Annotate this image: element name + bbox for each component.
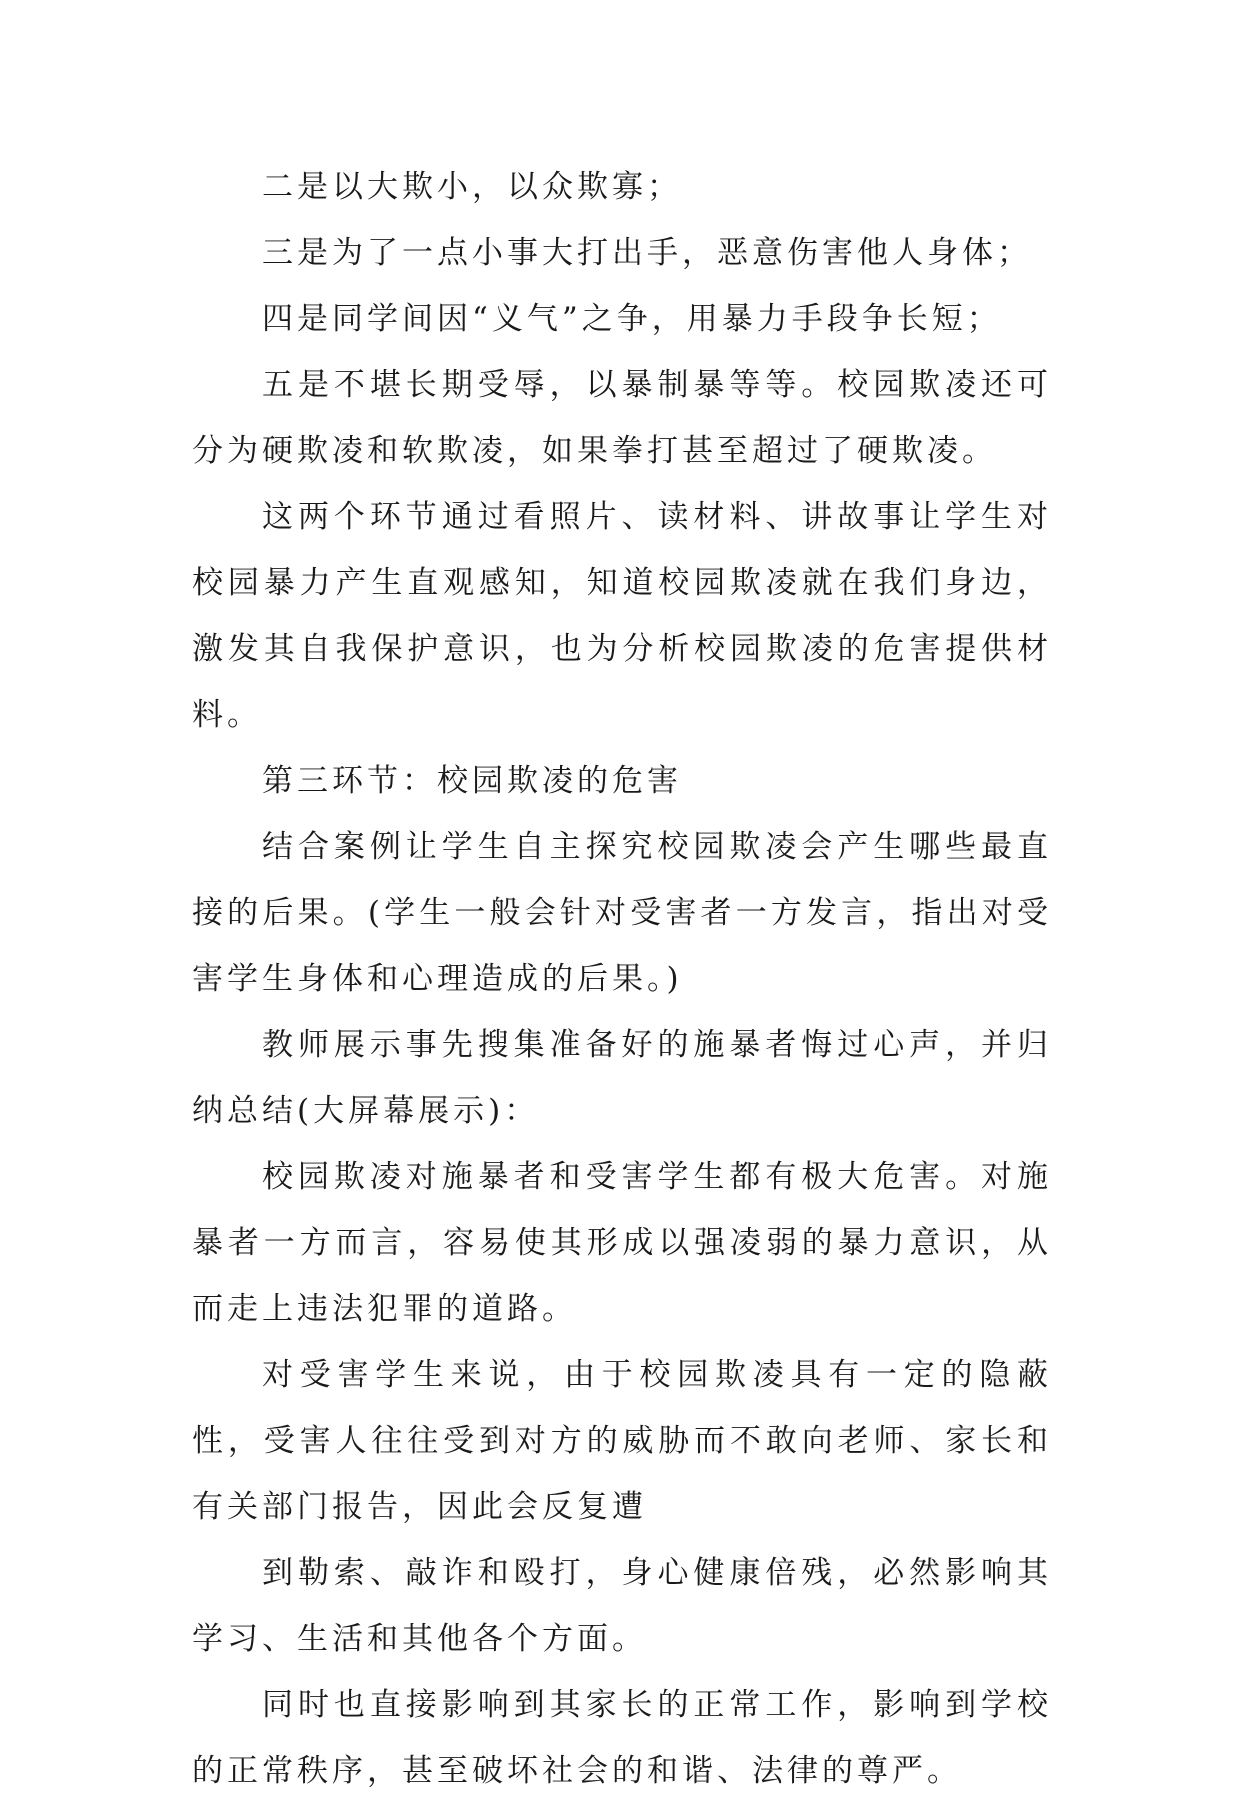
paragraph-bullying-type-3: 三是为了一点小事大打出手，恶意伤害他人身体； [262, 235, 1032, 271]
paragraph-harm-to-bully: 校园欺凌对施暴者和受害学生都有极大危害。对施暴者一方而言，容易使其形成以强凌弱的暴力意识，从而走上违法犯罪的道路。 [192, 1159, 1052, 1327]
section-heading-third: 第三环节：校园欺凌的危害 [262, 763, 682, 799]
paragraph-case-exploration: 结合案例让学生自主探究校园欺凌会产生哪些最直接的后果。(学生一般会针对受害者一方发言，指出对受害学生身体和心理造成的后果。) [192, 829, 1052, 997]
paragraph-section-summary: 这两个环节通过看照片、读材料、讲故事让学生对校园暴力产生直观感知，知道校园欺凌就在我们身边，激发其自我保护意识，也为分析校园欺凌的危害提供材料。 [192, 499, 1052, 733]
paragraph-bullying-type-4: 四是同学间因“义气”之争，用暴力手段争长短； [262, 301, 1002, 337]
paragraph-victim-consequences: 到勒索、敲诈和殴打，身心健康倍残，必然影响其学习、生活和其他各个方面。 [192, 1555, 1052, 1657]
paragraph-teacher-display: 教师展示事先搜集准备好的施暴者悔过心声，并归纳总结(大屏幕展示)： [192, 1027, 1052, 1129]
paragraph-harm-to-victim: 对受害学生来说，由于校园欺凌具有一定的隐蔽性，受害人往往受到对方的威胁而不敢向老师、家长和有关部门报告，因此会反复遭 [192, 1357, 1052, 1525]
paragraph-bullying-type-2: 二是以大欺小，以众欺寡； [262, 169, 682, 205]
paragraph-bullying-type-5: 五是不堪长期受辱，以暴制暴等等。校园欺凌还可分为硬欺凌和软欺凌，如果拳打甚至超过了硬欺凌。 [192, 367, 1052, 469]
paragraph-social-impact: 同时也直接影响到其家长的正常工作，影响到学校的正常秩序，甚至破坏社会的和谐、法律的尊严。 [192, 1687, 1052, 1789]
document-body [192, 154, 1052, 1804]
